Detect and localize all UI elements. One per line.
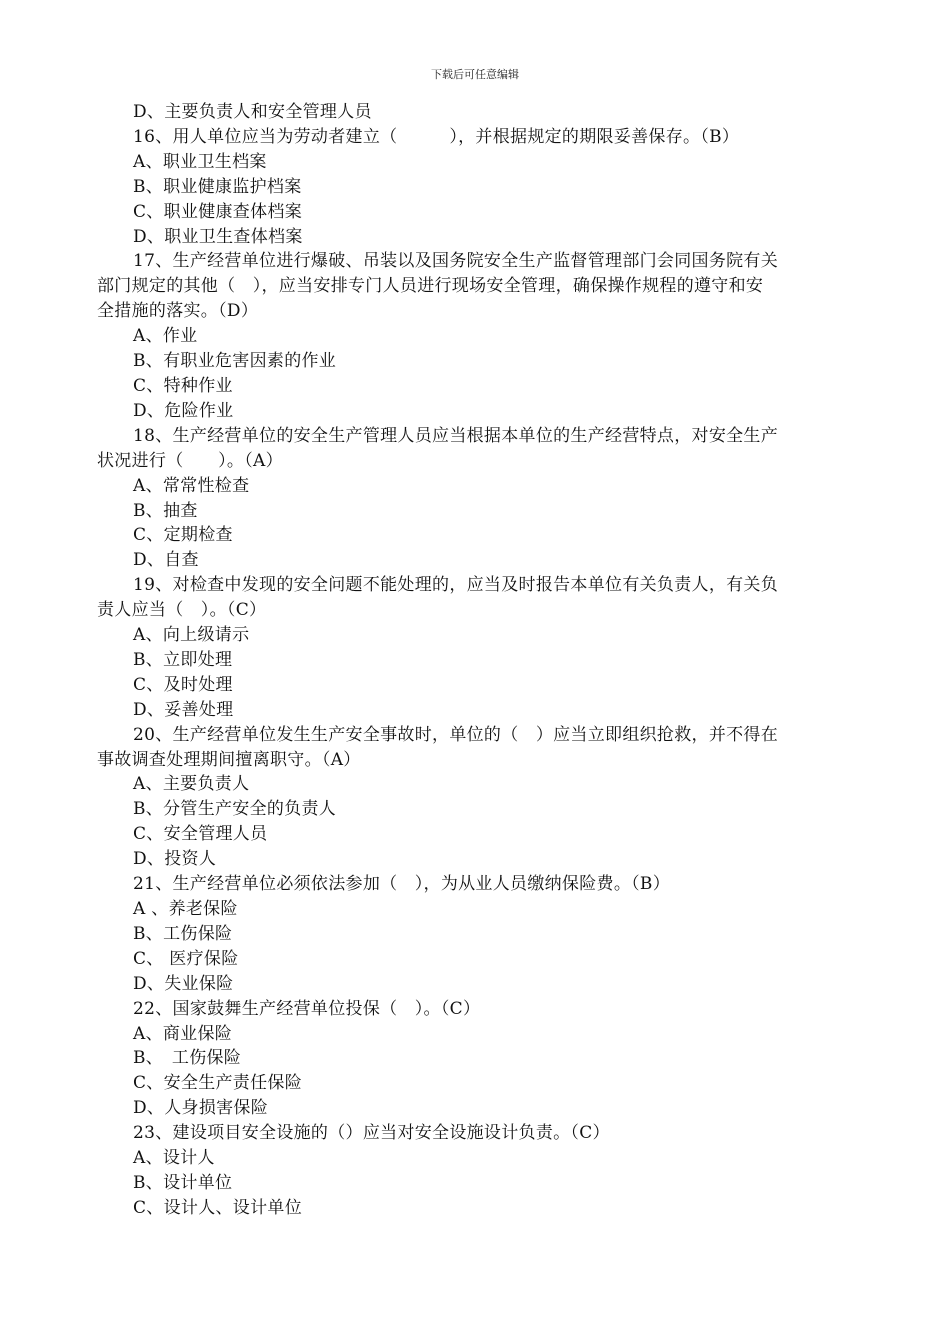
question-line: 19、对检查中发现的安全问题不能处理的，应当及时报告本单位有关负责人，有关负: [133, 575, 779, 596]
question-line: 20、生产经营单位发生生产安全事故时，单位的（ ）应当立即组织抢救，并不得在: [133, 724, 779, 745]
option-line: C、定期检查: [133, 525, 233, 546]
question-line: 22、国家鼓舞生产经营单位投保（ ）。（C）: [133, 998, 481, 1019]
document-body: [97, 100, 857, 1221]
option-line: D、自查: [133, 550, 199, 571]
option-line: B、工伤保险: [133, 923, 233, 944]
option-line: B、 工伤保险: [133, 1048, 242, 1069]
option-line: D、危险作业: [133, 400, 234, 421]
question-line: 21、生产经营单位必须依法参加（ ），为从业人员缴纳保险费。（B）: [133, 874, 671, 895]
option-line: D、主要负责人和安全管理人员: [133, 102, 372, 122]
option-line: C、特种作业: [133, 375, 233, 396]
question-continuation: 状况进行（ ）。（A）: [97, 450, 283, 471]
page-header: 下载后可任意编辑: [431, 68, 519, 81]
question-continuation: 责人应当（ ）。（C）: [97, 600, 267, 621]
option-line: A、设计人: [133, 1148, 215, 1169]
option-line: B、立即处理: [133, 649, 233, 670]
option-line: A、向上级请示: [133, 625, 250, 646]
option-line: A、主要负责人: [133, 774, 250, 795]
option-line: B、抽查: [133, 500, 198, 521]
option-line: B、设计单位: [133, 1172, 233, 1193]
option-line: A 、养老保险: [133, 899, 238, 919]
question-line: 16、用人单位应当为劳动者建立（ ），并根据规定的期限妥善保存。（B）: [133, 126, 740, 147]
option-line: D、投资人: [133, 849, 217, 870]
option-line: A、商业保险: [133, 1023, 233, 1044]
option-line: C、设计人、设计单位: [133, 1197, 303, 1218]
question-line: 18、生产经营单位的安全生产管理人员应当根据本单位的生产经营特点，对安全生产: [133, 425, 779, 446]
question-line: 23、建设项目安全设施的（）应当对安全设施设计负责。（C）: [133, 1123, 610, 1144]
option-line: C、及时处理: [133, 674, 233, 695]
option-line: C、职业健康查体档案: [133, 201, 303, 222]
option-line: A、常常性检查: [133, 475, 250, 496]
option-line: B、有职业危害因素的作业: [133, 351, 337, 372]
question-continuation: 事故调查处理期间擅离职守。（A）: [97, 749, 361, 770]
option-line: C、安全生产责任保险: [133, 1073, 303, 1094]
option-line: D、职业卫生查体档案: [133, 226, 303, 247]
option-line: B、职业健康监护档案: [133, 176, 302, 197]
option-line: C、 医疗保险: [133, 948, 239, 969]
question-continuation: 全措施的落实。（D）: [97, 301, 259, 322]
question-continuation: 部门规定的其他（ ），应当安排专门人员进行现场安全管理，确保操作规程的遵守和安: [97, 276, 764, 297]
option-line: D、失业保险: [133, 973, 234, 994]
option-line: B、分管生产安全的负责人: [133, 799, 337, 820]
option-line: A、作业: [133, 326, 198, 347]
option-line: C、安全管理人员: [133, 824, 268, 845]
option-line: D、人身损害保险: [133, 1098, 269, 1119]
option-line: A、职业卫生档案: [133, 151, 267, 172]
question-line: 17、生产经营单位进行爆破、吊装以及国务院安全生产监督管理部门会同国务院有关: [133, 251, 779, 272]
option-line: D、妥善处理: [133, 699, 234, 720]
